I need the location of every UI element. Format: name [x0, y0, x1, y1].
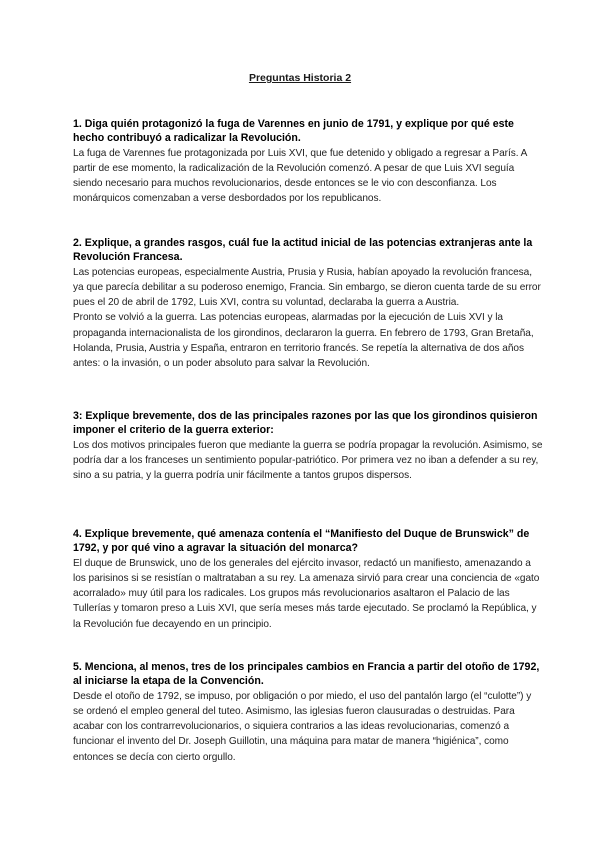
question-2-answer-paragraph-2: Pronto se volvió a la guerra. Las potencias europeas, alarmadas por la ejecución de Luis XVI y la propaganda internacionalista de los girondinos, declararon la guerra. En febrero de 1793, Gran Bretaña, Holanda, Prusia, Austria y España, entraron en territorio francés. Se repetía la alternativa de dos años antes: o la invasión, o un poder absoluto para salvar la Revolución. [73, 312, 534, 370]
question-1 [73, 117, 543, 207]
question-4-heading: 4. Explique brevemente, qué amenaza contenía el “Manifiesto del Duque de Brunswick” de 1792, y por qué vino a agravar la situación del monarca? [73, 528, 530, 555]
question-3-answer: Los dos motivos principales fueron que mediante la guerra se podría propagar la revolución. Asimismo, se podría dar a los franceses un sentimiento popular-patriótico. Por primera vez no iban a defender a su rey, sino a su patria, y la guerra podría unir fácilmente a tantos grupos dispersos. [73, 439, 543, 482]
question-1-heading: 1. Diga quién protagonizó la fuga de Varennes en junio de 1791, y explique por qué este hecho contribuyó a radicalizar la Revolución. [73, 118, 514, 145]
question-4-answer: El duque de Brunswick, uno de los generales del ejército invasor, redactó un manifiesto, amenazando a los parisinos si se resistían o maltrataban a su rey. La amenaza sirvió para crear una conciencia de «gato acorralado» muy útil para los radicales. Los grupos más revolucionarios asaltaron el Palacio de las Tullerías y tomaron preso a Luis XVI, que sería meses más tarde ejecutado. Se proclamó la República, y la Revolución fue decayendo en un principio. [73, 557, 540, 630]
question-5-answer: Desde el otoño de 1792, se impuso, por obligación o por miedo, el uso del pantalón largo (el “culotte”) y se ordenó el empleo general del tuteo. Asimismo, las iglesias fueron clausuradas o destruidas. Para acabar con los contrarrevolucionarios, o siquiera contrarios a las ideas revolucionarias, comenzó a funcionar el invento del Dr. Joseph Guillotin, una máquina para matar de manera “higiénica”, como entonces se decía con cierto orgullo. [73, 690, 532, 763]
question-4 [73, 527, 543, 632]
document-title: Preguntas Historia 2 [248, 72, 352, 84]
question-2-answer-paragraph-1: Las potencias europeas, especialmente Austria, Prusia y Rusia, habían apoyado la revolución francesa, ya que parecía debilitar a su poderoso enemigo, Francia. Sin embargo, se dieron cuenta tarde de su error pues el 20 de abril de 1792, Luis XVI, contra su voluntad, declaraba la guerra a Austria. [73, 266, 541, 309]
question-2 [73, 236, 543, 371]
question-2-heading: 2. Explique, a grandes rasgos, cuál fue la actitud inicial de las potencias extranjeras ante la Revolución Francesa. [73, 237, 533, 264]
question-3-heading: 3: Explique brevemente, dos de las principales razones por las que los girondinos quisieron imponer el criterio de la guerra exterior: [73, 410, 538, 437]
question-5 [73, 660, 543, 765]
question-3 [73, 409, 543, 483]
question-1-answer: La fuga de Varennes fue protagonizada por Luis XVI, que fue detenido y obligado a regresar a París. A partir de ese momento, la radicalización de la Revolución comenzó. A pesar de que Luis XVI seguía siendo necesario para muchos revolucionarios, desde entonces se le vio con desconfianza. Los monárquicos comenzaban a verse desbordados por los republicanos. [73, 147, 527, 205]
question-5-heading: 5. Menciona, al menos, tres de los principales cambios en Francia a partir del otoño de 1792, al iniciarse la etapa de la Convención. [73, 661, 540, 688]
